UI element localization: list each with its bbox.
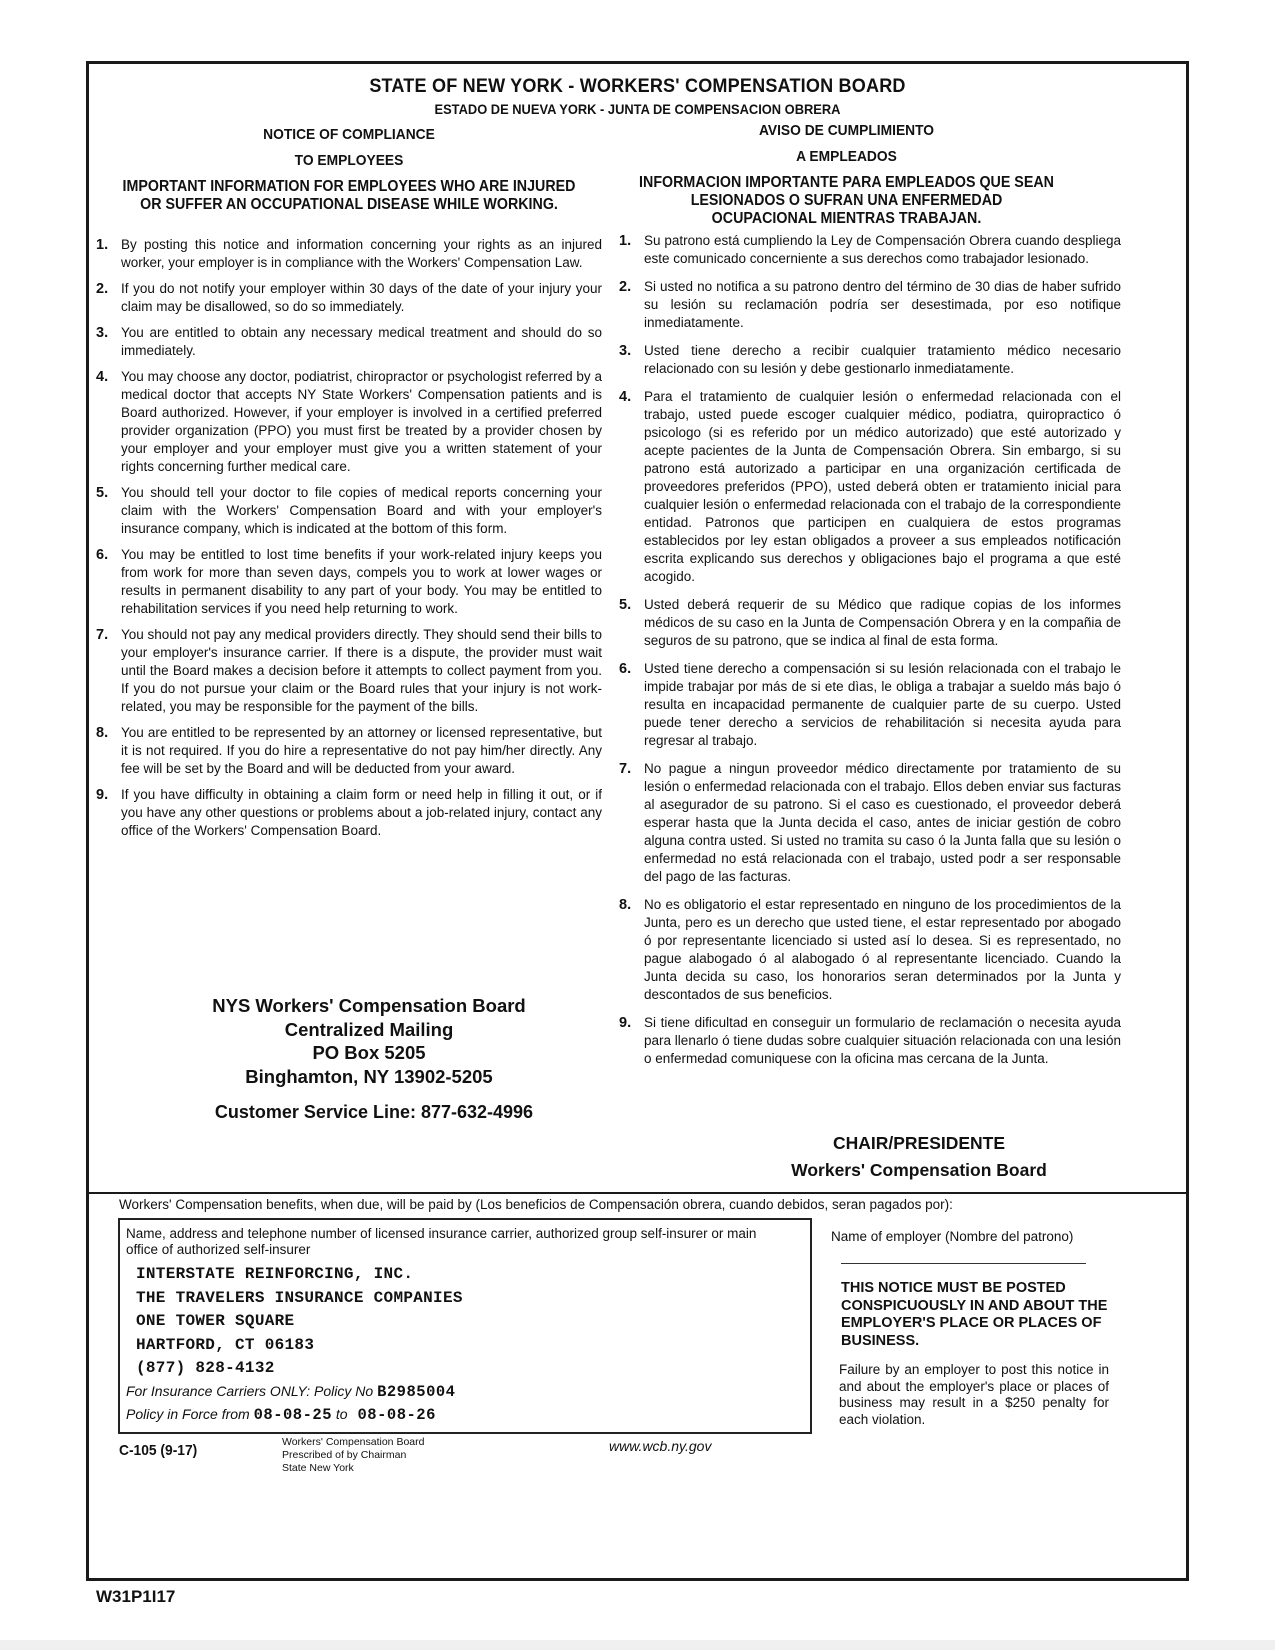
title-spanish: ESTADO DE NUEVA YORK - JUNTA DE COMPENSACION OBRERA bbox=[434, 101, 841, 117]
policy-from-label: Policy in Force from bbox=[126, 1406, 250, 1422]
title-english: STATE OF NEW YORK - WORKERS' COMPENSATION BOARD bbox=[369, 76, 906, 97]
carrier-city: HARTFORD, CT 06183 bbox=[136, 1335, 315, 1354]
english-heading bbox=[114, 126, 583, 214]
spanish-heading bbox=[637, 122, 1056, 228]
scan-edge bbox=[0, 1640, 1275, 1650]
english-heading-notice: NOTICE OF COMPLIANCE bbox=[263, 126, 435, 143]
list-item: 1. Su patrono está cumpliendo la Ley de Compensación Obrera cuando despliega este comunicado concerniente a sus derechos como trabajador lesionado. bbox=[619, 233, 1121, 266]
list-item: 9. If you have difficulty in obtaining a claim form or need help in filling it out, or if you have any other questions or problems about a job-related injury, contact any office of the Workers' Compensation Board. bbox=[96, 787, 602, 838]
signature-block bbox=[769, 1130, 1069, 1184]
prescribed-by: Workers' Compensation Board Prescribed of by Chairman State New York bbox=[282, 1436, 425, 1474]
carrier-street: ONE TOWER SQUARE bbox=[136, 1312, 295, 1330]
policy-number: B2985004 bbox=[377, 1383, 456, 1401]
list-item: 8. No es obligatorio el estar representado en ninguno de los procedimientos de la Junta, pero es un derecho que usted tiene, el estar representado por abogado ó por representante licenciado si usted así lo desea. Si es representado, no pague alabogado ó al alabogado ó al representante licenciado. Cuando la Junta decida su caso, los honorarios seran determinados por la Junta y descontados de sus beneficios. bbox=[619, 897, 1121, 1002]
list-item: 3. Usted tiene derecho a recibir cualquier tratamiento médico necesario relacionado con su lesión y debe gestionarlo inmediatamente. bbox=[619, 343, 1121, 376]
spanish-heading-informacion: INFORMACION IMPORTANTE PARA EMPLEADOS QUE SEAN LESIONADOS O SUFRAN UNA ENFERMEDAD OCUPACIONAL MIENTRAS TRABAJAN. bbox=[639, 174, 1054, 227]
carrier-label: Name, address and telephone number of licensed insurance carrier, authorized group self-insurer or main office of authorized self-insurer bbox=[126, 1226, 757, 1257]
carrier-box bbox=[118, 1218, 812, 1434]
signature-org: Workers' Compensation Board bbox=[791, 1160, 1047, 1180]
list-item: 6. Usted tiene derecho a compensación si su lesión relacionada con el trabajo le impide trabajar por más de si ete dìas, le obliga a trabajar a sueldo más bajo ó resulta en incapacidad permanente de cualquier parte de su cuerpo. Usted puede tener derecho a servicios de rehabilitación si necesita ayuda para regresar al trabajo. bbox=[619, 661, 1121, 748]
notice-frame bbox=[86, 61, 1189, 1581]
mailing-pobox: PO Box 5205 bbox=[312, 1042, 426, 1063]
english-heading-to: TO EMPLOYEES bbox=[294, 152, 404, 169]
posting-requirement: THIS NOTICE MUST BE POSTED CONSPICUOUSLY IN AND ABOUT THE EMPLOYER'S PLACE OR PLACES OF BUSINESS. bbox=[841, 1280, 1108, 1349]
policy-number-label: For Insurance Carriers ONLY: Policy No bbox=[126, 1383, 374, 1399]
policy-to-label: to bbox=[335, 1406, 348, 1422]
spanish-heading-a: A EMPLEADOS bbox=[796, 148, 897, 165]
english-list bbox=[96, 236, 602, 848]
spanish-list bbox=[619, 232, 1121, 1078]
customer-service-line: Customer Service Line: 877-632-4996 bbox=[214, 1102, 534, 1122]
penalty-notice: Failure by an employer to post this notice in and about the employer's place or places of business may result in a $250 penalty for each violation. bbox=[839, 1362, 1109, 1427]
list-item: 5. You should tell your doctor to file copies of medical reports concerning your claim with the Workers' Compensation Board and with your employer's insurance company, which is indicated at the bottom of this form. bbox=[96, 485, 602, 536]
batch-code: W31P1I17 bbox=[96, 1587, 176, 1606]
list-item: 8. You are entitled to be represented by an attorney or licensed representative, but it is not required. If you do hire a representative do not pay him/her directly. Any fee will be set by the Board and will be deducted from your award. bbox=[96, 725, 602, 776]
policy-dates-row bbox=[126, 1403, 455, 1426]
employer-name-label: Name of employer (Nombre del patrono) bbox=[831, 1229, 1074, 1244]
list-item: 5. Usted deberá requerir de su Médico que radique copias de los informes médicos de su caso en la Junta de Compensación Obrera y en la compañia de seguros de su patrono, que se indica al final de esta forma. bbox=[619, 597, 1121, 648]
list-item: 4. You may choose any doctor, podiatrist, chiropractor or psychologist referred by a medical doctor that accepts NY State Workers' Compensation patients and is Board authorized. However, if your employer is involved in a certified preferred provider organization (PPO) you must first be treated by a provider chosen by your employer and your employer must give you a written statement of your rights concerning further medical care. bbox=[96, 369, 602, 474]
list-item: 2. If you do not notify your employer within 30 days of the date of your injury your claim may be disallowed, so do so immediately. bbox=[96, 281, 602, 314]
signature-title: CHAIR/PRESIDENTE bbox=[832, 1133, 1006, 1153]
list-item: 4. Para el tratamiento de cualquier lesión o enfermedad relacionada con el trabajo, usted puede escoger cualquier médico, podiatra, quiropractico ó psicologo (si es referido por un médico autorizado) que esté autorizado y acepte pacientes de la Junta de Compensación Obrera. Sin embargo, si su patrono está autorizado a participar en una organización certificada de proveedores preferidos (PPO), usted deberá obten er tratamiento inicial para cualquier lesión o enfermedad relacionada con el trabajo de la correspondiente entidad. Patronos que participen en cualquiera de estos programas establecidos por ley estan obligados a proveer a sus empleados notificación escrita explicando sus derechos y obligaciones bajo el programa a que esté acogido. bbox=[619, 389, 1121, 584]
mailing-dept: Centralized Mailing bbox=[284, 1018, 454, 1040]
carrier-insurer-name: THE TRAVELERS INSURANCE COMPANIES bbox=[136, 1288, 463, 1307]
carrier-details bbox=[136, 1263, 463, 1381]
form-id: C-105 (9-17) bbox=[119, 1442, 198, 1459]
website-link[interactable]: www.wcb.ny.gov bbox=[609, 1438, 712, 1454]
mailing-city: Binghamton, NY 13902-5205 bbox=[245, 1065, 493, 1087]
mailing-org: NYS Workers' Compensation Board bbox=[212, 995, 526, 1016]
employer-name-line bbox=[841, 1263, 1086, 1264]
list-item: 6. You may be entitled to lost time benefits if your work-related injury keeps you from work for more than seven days, compels you to work at lower wages or results in permanent disability to any part of your body. You may be entitled to rehabilitation services if you need help returning to work. bbox=[96, 547, 602, 616]
carrier-employer-name: INTERSTATE REINFORCING, INC. bbox=[136, 1265, 414, 1283]
list-item: 9. Si tiene dificultad en conseguir un formulario de reclamación o necesita ayuda para llenarlo ó tiene dudas sobre cualquier situación relacionada con una lesión o enfermedad comuniquese con la oficina mas cercana de la Junta. bbox=[619, 1015, 1121, 1066]
english-heading-important: IMPORTANT INFORMATION FOR EMPLOYEES WHO ARE INJURED OR SUFFER AN OCCUPATIONAL DISEASE WHILE WORKING. bbox=[122, 178, 576, 213]
mailing-address bbox=[209, 994, 529, 1088]
section-divider bbox=[89, 1192, 1186, 1194]
carrier-phone: (877) 828-4132 bbox=[136, 1359, 275, 1377]
policy-from-date: 08-08-25 bbox=[253, 1406, 333, 1424]
list-item: 7. No pague a ningun proveedor médico directamente por tratamiento de su lesión o enfermedad relacionada con el trabajo. Ellos deben enviar sus facturas al asegurador de su patrono. Si el caso es cuestionado, el proveedor deberá esperar hasta que la Junta decida el caso, antes de iniciar gestión de cobro alguna contra usted. Si usted no tramita su caso ó la Junta falla que su lesión o enfermedad no está relacionada con el trabajo, usted podr a ser responsable del pago de las facturas. bbox=[619, 761, 1121, 884]
policy-to-date: 08-08-26 bbox=[357, 1406, 436, 1424]
list-item: 1. By posting this notice and information concerning your rights as an injured worker, your employer is in compliance with the Workers' Compensation Law. bbox=[96, 237, 602, 270]
spanish-heading-aviso: AVISO DE CUMPLIMIENTO bbox=[758, 122, 935, 139]
policy-number-row bbox=[126, 1380, 455, 1403]
list-item: 7. You should not pay any medical providers directly. They should send their bills to your employer's insurance carrier. If there is a dispute, the provider must wait until the Board makes a decision before it attempts to collect payment from you. If you do not pursue your claim or the Board rules that your injury is not work-related, you may be responsible for the payment of the bills. bbox=[96, 627, 602, 714]
list-item: 2. Si usted no notifica a su patrono dentro del término de 30 dias de haber sufrido su lesión su reclamación podría ser desestimada, por eso notifique inmediatamente. bbox=[619, 279, 1121, 330]
list-item: 3. You are entitled to obtain any necessary medical treatment and should do so immediately. bbox=[96, 325, 602, 358]
paid-by-text: Workers' Compensation benefits, when due, will be paid by (Los beneficios de Compensación obrera, cuando debidos, seran pagados por): bbox=[119, 1197, 953, 1212]
policy-info bbox=[126, 1380, 455, 1426]
